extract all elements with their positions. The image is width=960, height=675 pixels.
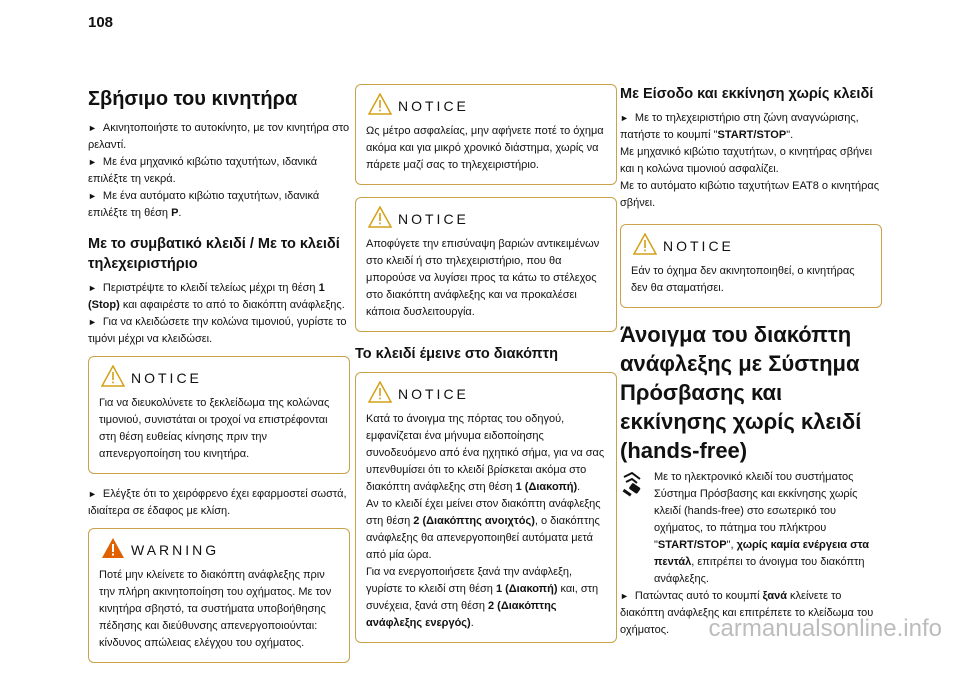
notice-warning-triangle-icon <box>368 93 392 115</box>
notice-box <box>355 84 617 185</box>
notice-box <box>355 372 617 643</box>
notice-title: NOTICE <box>663 238 734 254</box>
warning-box <box>88 528 350 663</box>
warning-title: WARNING <box>131 542 220 558</box>
warning-text: Ποτέ μην κλείνετε το διακόπτη ανάφλεξης πριν την πλήρη ακινητοποίηση του οχήματος. Με τον κινητήρα σβηστό, τα συστήματα υποβοήθησης πέδησης και διεύθυνσης απενεργοποιούνται: κίνδυνος απώλειας ελέγχου του οχήματος. <box>99 569 332 649</box>
bullet-arrow-icon: ► <box>88 157 97 167</box>
notice-text: Για να διευκολύνετε το ξεκλείδωμα της κολώνας τιμονιού, συνιστάται οι τροχοί να επιστρέφονται στη θέση ευθείας κίνησης πριν την απενεργοποίηση του κινητήρα. <box>99 397 330 460</box>
section-title-engine-off: Σβήσιμο του κινητήρα <box>88 88 298 110</box>
bullet-arrow-icon: ► <box>620 591 629 601</box>
notice-title: NOTICE <box>131 370 202 386</box>
notice-box <box>355 197 617 332</box>
notice-text: Κατά το άνοιγμα της πόρτας του οδηγού, εμφανίζεται ένα μήνυμα ειδοποίησης συνοδευόμενο από ένα ηχητικό σήμα, για να σας υπενθυμίσει ότι το κλειδί βρίσκεται ακόμα στο διακόπτη ανάφλεξης στη θέση 1 (Διακοπή). <box>366 413 605 493</box>
subsection-title-key-left: Το κλειδί έμεινε στο διακόπτη <box>355 346 558 362</box>
bullet-arrow-icon: ► <box>88 123 97 133</box>
bullet-arrow-icon: ► <box>620 113 629 123</box>
hands-free-paragraph: Με το ηλεκτρονικό κλειδί του συστήματος Σύστημα Πρόσβασης και εκκίνησης χωρίς κλειδί (hands-free) στο εσωτερικό του οχήματος, το πάτημα του πλήκτρου "START/STOP", χωρίς καμία ενέργεια στα πεντάλ, επιτρέπει το άνοιγμα του διακόπτη ανάφλεξης. <box>620 469 882 588</box>
watermark: carmanualsonline.info <box>708 615 942 642</box>
notice-text: Για να ενεργοποιήσετε ξανά την ανάφλεξη, γυρίστε το κλειδί στη θέση 1 (Διακοπή) και, στη συνέχεια, ξανά στη θέση 2 (Διακόπτης ανάφλεξης ενεργός). <box>366 566 599 629</box>
section-title-hands-free: Άνοιγμα του διακόπτη ανάφλεξης με Σύστημα Πρόσβασης και εκκίνησης χωρίς κλειδί (hands-free) <box>620 322 862 463</box>
notice-warning-triangle-icon <box>633 233 657 255</box>
notice-title: NOTICE <box>398 211 469 227</box>
column-3 <box>620 84 882 639</box>
bullet-arrow-icon: ► <box>88 317 97 327</box>
subsection-title-key: Με το συμβατικό κλειδί / Με το κλειδί τηλεχειριστήριο <box>88 236 340 272</box>
hands-free-key-icon <box>620 471 646 501</box>
bullet-arrow-icon: ► <box>88 489 97 499</box>
notice-text: Αποφύγετε την επισύναψη βαριών αντικειμένων στο κλειδί ή στο τηλεχειριστήριο, που θα μπορούσε να λυγίσει προς τα κάτω το στέλεχος στο διακόπτη ανάφλεξης και να προκαλέσει κάποια δυσλειτουργία. <box>366 238 600 318</box>
notice-title: NOTICE <box>398 98 469 114</box>
bullet-arrow-icon: ► <box>88 191 97 201</box>
paragraph: ► Πατώντας αυτό το κουμπί ξανά κλείνετε το διακόπτη ανάφλεξης και επιτρέπετε το κλείδωμα του οχήματος. <box>620 590 874 636</box>
paragraph: ► Με το τηλεχειριστήριο στη ζώνη αναγνώρισης, πατήστε το κουμπί "START/STOP". <box>620 112 859 141</box>
notice-text: Αν το κλειδί έχει μείνει στον διακόπτη ανάφλεξης στη θέση 2 (Διακόπτης ανοιχτός), ο διακόπτης ανάφλεξης θα απενεργοποιηθεί αυτόματα μετά από μία ώρα. <box>366 498 601 561</box>
paragraph: ► Με ένα αυτόματο κιβώτιο ταχυτήτων, ιδανικά επιλέξτε τη θέση P. <box>88 190 320 219</box>
notice-warning-triangle-icon <box>101 365 125 387</box>
notice-box <box>620 224 882 308</box>
notice-box <box>88 356 350 474</box>
paragraph: Με το αυτόματο κιβώτιο ταχυτήτων EAT8 ο κινητήρας σβήνει. <box>620 180 880 209</box>
notice-warning-triangle-icon <box>368 206 392 228</box>
paragraph: ► Ακινητοποιήστε το αυτοκίνητο, με τον κινητήρα στο ρελαντί. <box>88 122 350 151</box>
paragraph: ► Περιστρέψτε το κλειδί τελείως μέχρι τη θέση 1 (Stop) και αφαιρέστε το από το διακόπτη ανάφλεξης. <box>88 282 345 311</box>
notice-text: Εάν το όχημα δεν ακινητοποιηθεί, ο κινητήρας δεν θα σταματήσει. <box>631 265 855 294</box>
column-1 <box>88 72 350 675</box>
bullet-arrow-icon: ► <box>88 283 97 293</box>
notice-text: Ως μέτρο ασφαλείας, μην αφήνετε ποτέ το όχημα ακόμα και για μικρό χρονικό διάστημα, χωρίς να πάρετε μαζί σας το τηλεχειριστήριο. <box>366 125 604 171</box>
notice-warning-triangle-icon <box>368 381 392 403</box>
column-2 <box>355 84 617 655</box>
paragraph: Με μηχανικό κιβώτιο ταχυτήτων, ο κινητήρας σβήνει και η κολώνα τιμονιού ασφαλίζει. <box>620 146 873 175</box>
subsection-title-keyless: Με Είσοδο και εκκίνηση χωρίς κλειδί <box>620 86 874 102</box>
paragraph: ► Με ένα μηχανικό κιβώτιο ταχυτήτων, ιδανικά επιλέξτε τη νεκρά. <box>88 156 318 185</box>
warning-triangle-icon <box>101 537 125 559</box>
notice-title: NOTICE <box>398 386 469 402</box>
paragraph: ► Για να κλειδώσετε την κολώνα τιμονιού, γυρίστε το τιμόνι μέχρι να κλειδώσει. <box>88 316 347 345</box>
paragraph: ► Ελέγξτε ότι το χειρόφρενο έχει εφαρμοστεί σωστά, ιδιαίτερα σε έδαφος με κλίση. <box>88 488 347 517</box>
page-number: 108 <box>88 14 114 31</box>
